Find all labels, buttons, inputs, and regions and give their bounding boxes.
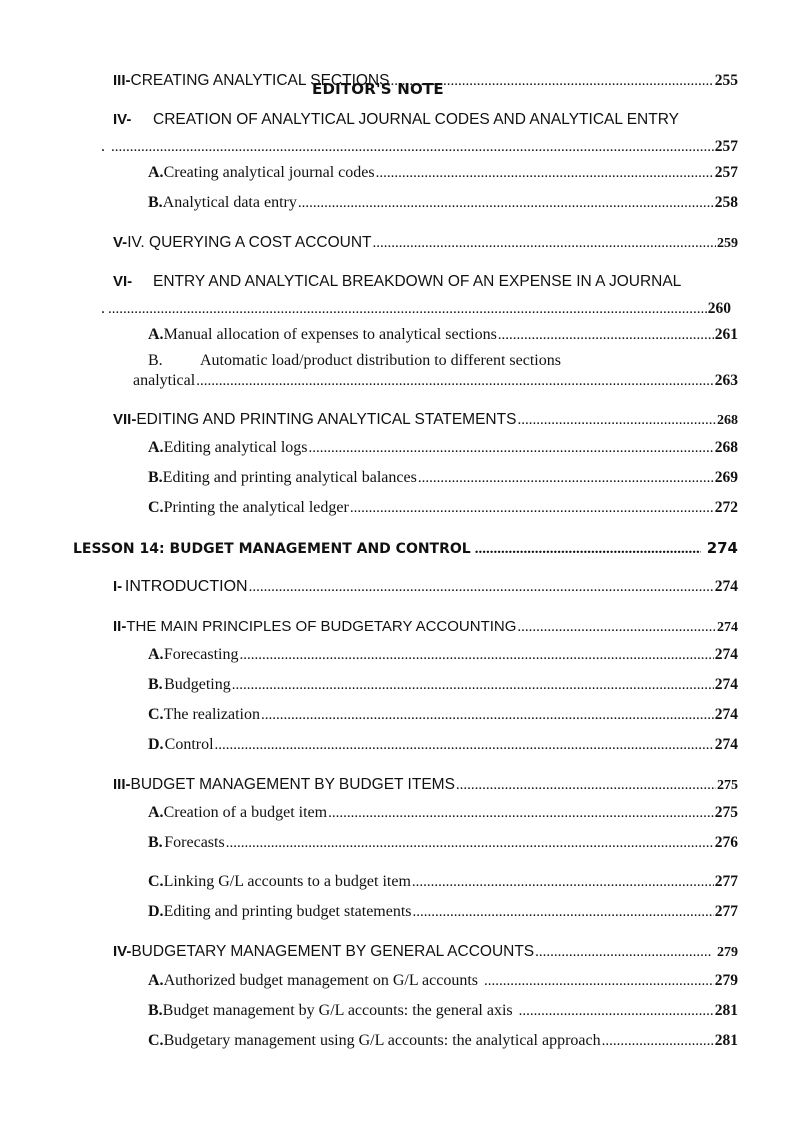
toc-entry-subsection xyxy=(148,676,738,694)
toc-marker: B. xyxy=(148,194,163,211)
toc-marker: B. xyxy=(148,469,163,486)
toc-marker: II- xyxy=(113,618,127,635)
leader-dots xyxy=(413,904,714,921)
toc-title: Editing and printing analytical balances xyxy=(162,469,417,486)
toc-page-number: 255 xyxy=(714,72,738,89)
toc-marker: A. xyxy=(148,164,164,181)
toc-entry-section xyxy=(113,411,738,429)
toc-page-number: 274 xyxy=(717,620,738,635)
toc-title-continuation: analytical xyxy=(133,372,196,389)
toc-page-number: 268 xyxy=(717,413,738,428)
toc-page-number: 274 xyxy=(714,578,738,595)
leader-lead: . xyxy=(101,300,105,317)
toc-marker: C. xyxy=(148,1032,164,1049)
toc-entry-section xyxy=(113,578,738,596)
toc-title: Authorized budget management on G/L accounts xyxy=(163,972,478,989)
toc-page-number: 261 xyxy=(714,326,738,343)
toc-page-number: 275 xyxy=(714,804,738,821)
toc-entry-continuation xyxy=(101,300,731,318)
toc-marker: A. xyxy=(148,326,164,343)
toc-entry-subsection xyxy=(148,972,738,990)
toc-page-number: 274 xyxy=(706,539,738,557)
toc-marker: C. xyxy=(148,706,164,723)
toc-title: Printing the analytical ledger xyxy=(163,499,349,516)
toc-entry-subsection xyxy=(148,834,738,852)
leader-dots xyxy=(376,165,714,182)
leader-dots xyxy=(475,541,701,558)
toc-entry-continuation xyxy=(133,372,738,390)
toc-marker: D. xyxy=(148,736,164,753)
toc-title: BUDGETARY MANAGEMENT BY GENERAL ACCOUNTS xyxy=(131,943,535,960)
toc-entry-lesson xyxy=(73,539,738,558)
leader-dots xyxy=(535,944,711,961)
leader-dots xyxy=(498,327,714,344)
leader-dots xyxy=(418,470,714,487)
toc-title: Automatic load/product distribution to different sections xyxy=(200,352,561,369)
toc-marker: V- xyxy=(113,234,128,251)
leader-dots xyxy=(196,373,714,390)
toc-lesson-title: LESSON 14: BUDGET MANAGEMENT AND CONTROL xyxy=(73,541,471,557)
leader-dots xyxy=(350,500,714,517)
leader-dots xyxy=(249,579,714,596)
toc-page-number: 268 xyxy=(714,439,738,456)
toc-entry-subsection xyxy=(148,736,738,754)
leader-dots xyxy=(232,677,714,694)
leader-dots xyxy=(298,195,714,212)
toc-entry-subsection xyxy=(148,706,738,724)
toc-marker: A. xyxy=(148,804,164,821)
toc-page-number: 277 xyxy=(714,873,738,890)
toc-entry-subsection xyxy=(148,804,738,822)
toc-title: IV. QUERYING A COST ACCOUNT xyxy=(127,234,372,251)
toc-entry-section xyxy=(113,273,738,291)
leader-dots xyxy=(226,835,714,852)
toc-page-number: 275 xyxy=(717,778,738,793)
toc-marker: I- xyxy=(113,578,123,595)
toc-page-number: 260 xyxy=(707,300,731,317)
toc-title: Budget management by G/L accounts: the general axis xyxy=(162,1002,513,1019)
toc-title: Forecasting xyxy=(163,646,239,663)
toc-entry-subsection xyxy=(148,352,738,370)
toc-marker: III- xyxy=(113,72,131,89)
toc-marker: IV- xyxy=(113,943,132,960)
toc-title: BUDGET MANAGEMENT BY BUDGET ITEMS xyxy=(130,776,455,793)
leader-dots xyxy=(484,973,714,990)
toc-marker: A. xyxy=(148,972,164,989)
toc-page-number: 259 xyxy=(717,236,738,251)
toc-page-number: 257 xyxy=(714,138,738,155)
toc-marker: IV- xyxy=(113,111,132,128)
toc-entry-subsection xyxy=(148,903,738,921)
toc-title: Control xyxy=(164,736,214,753)
toc-title: Editing analytical logs xyxy=(163,439,308,456)
toc-marker: C. xyxy=(148,499,164,516)
leader-dots xyxy=(373,235,716,252)
toc-entry-subsection xyxy=(148,873,738,891)
toc-title: Forecasts xyxy=(164,834,225,851)
toc-marker: D. xyxy=(148,903,164,920)
leader-dots xyxy=(517,412,716,429)
toc-title: Creation of a budget item xyxy=(163,804,328,821)
leader-dots xyxy=(309,440,714,457)
toc-marker: B. xyxy=(148,1002,163,1019)
leader-dots xyxy=(261,707,714,724)
toc-entry-continuation xyxy=(101,138,738,156)
toc-marker: III- xyxy=(113,776,131,793)
toc-page-number: 269 xyxy=(714,469,738,486)
toc-page-number: 274 xyxy=(714,676,738,693)
leader-dots xyxy=(412,874,714,891)
toc-marker: A. xyxy=(148,439,164,456)
toc-page-number: 276 xyxy=(714,834,738,851)
toc-marker: A. xyxy=(148,646,164,663)
leader-dots xyxy=(108,301,707,318)
toc-entry-subsection xyxy=(148,164,738,182)
toc-page-number: 274 xyxy=(714,736,738,753)
toc-entry-subsection xyxy=(148,469,738,487)
toc-title: CREATING ANALYTICAL SECTIONS xyxy=(130,72,390,89)
toc-title: EDITING AND PRINTING ANALYTICAL STATEMENTS xyxy=(136,411,517,428)
leader-dots xyxy=(602,1033,714,1050)
toc-page-number: 258 xyxy=(714,194,738,211)
leader-dots xyxy=(456,777,716,794)
toc-page-number: 279 xyxy=(714,972,738,989)
toc-page-number: 274 xyxy=(714,646,738,663)
toc-title: CREATION OF ANALYTICAL JOURNAL CODES AND ANALYTICAL ENTRY xyxy=(153,111,679,128)
toc-page-number: 281 xyxy=(714,1002,738,1019)
toc-page-number: 263 xyxy=(714,372,738,389)
leader-dots xyxy=(239,647,713,664)
toc-title: Creating analytical journal codes xyxy=(163,164,375,181)
toc-marker: B. xyxy=(148,352,163,369)
toc-title: Editing and printing budget statements xyxy=(163,903,412,920)
toc-entry-subsection xyxy=(148,194,738,212)
toc-page-number: 281 xyxy=(714,1032,738,1049)
leader-dots xyxy=(519,1003,714,1020)
toc-marker: C. xyxy=(148,873,164,890)
toc-page-number: 272 xyxy=(714,499,738,516)
toc-title: The realization xyxy=(163,706,260,723)
toc-entry-section xyxy=(113,234,738,252)
toc-entry-subsection xyxy=(148,646,738,664)
leader-dots xyxy=(517,619,716,636)
toc-entry-section xyxy=(113,618,738,636)
toc-entry-subsection xyxy=(148,1002,738,1020)
toc-title: Linking G/L accounts to a budget item xyxy=(163,873,411,890)
toc-marker: VII- xyxy=(113,411,137,428)
toc-entry-section xyxy=(113,943,738,961)
leader-dots xyxy=(215,737,714,754)
toc-entry-subsection xyxy=(148,326,738,344)
toc-entry-subsection xyxy=(148,439,738,457)
toc-page-number: 277 xyxy=(714,903,738,920)
toc-title: Budgeting xyxy=(164,676,231,693)
toc-entry-section xyxy=(113,776,738,794)
toc-marker: B. xyxy=(148,676,163,693)
toc-marker: VI- xyxy=(113,273,133,290)
toc-page-number: 274 xyxy=(714,706,738,723)
toc-title: INTRODUCTION xyxy=(124,578,248,595)
toc-entry-subsection xyxy=(148,1032,738,1050)
toc-title: THE MAIN PRINCIPLES OF BUDGETARY ACCOUNTING xyxy=(126,618,517,635)
toc-marker: B. xyxy=(148,834,163,851)
toc-title: Manual allocation of expenses to analytical sections xyxy=(163,326,497,343)
leader-lead: . xyxy=(101,138,105,155)
toc-title: Analytical data entry xyxy=(162,194,297,211)
toc-title: Budgetary management using G/L accounts: the analytical approach xyxy=(163,1032,601,1049)
page-header-overlay: EDITOR'S NOTE xyxy=(312,80,444,98)
leader-dots xyxy=(111,139,714,156)
toc-entry-subsection xyxy=(148,499,738,517)
toc-title: ENTRY AND ANALYTICAL BREAKDOWN OF AN EXPENSE IN A JOURNAL xyxy=(153,273,682,290)
toc-page-number: 257 xyxy=(714,164,738,181)
toc-page-number: 279 xyxy=(717,945,738,960)
toc-entry-section xyxy=(113,111,738,129)
leader-dots xyxy=(328,805,714,822)
